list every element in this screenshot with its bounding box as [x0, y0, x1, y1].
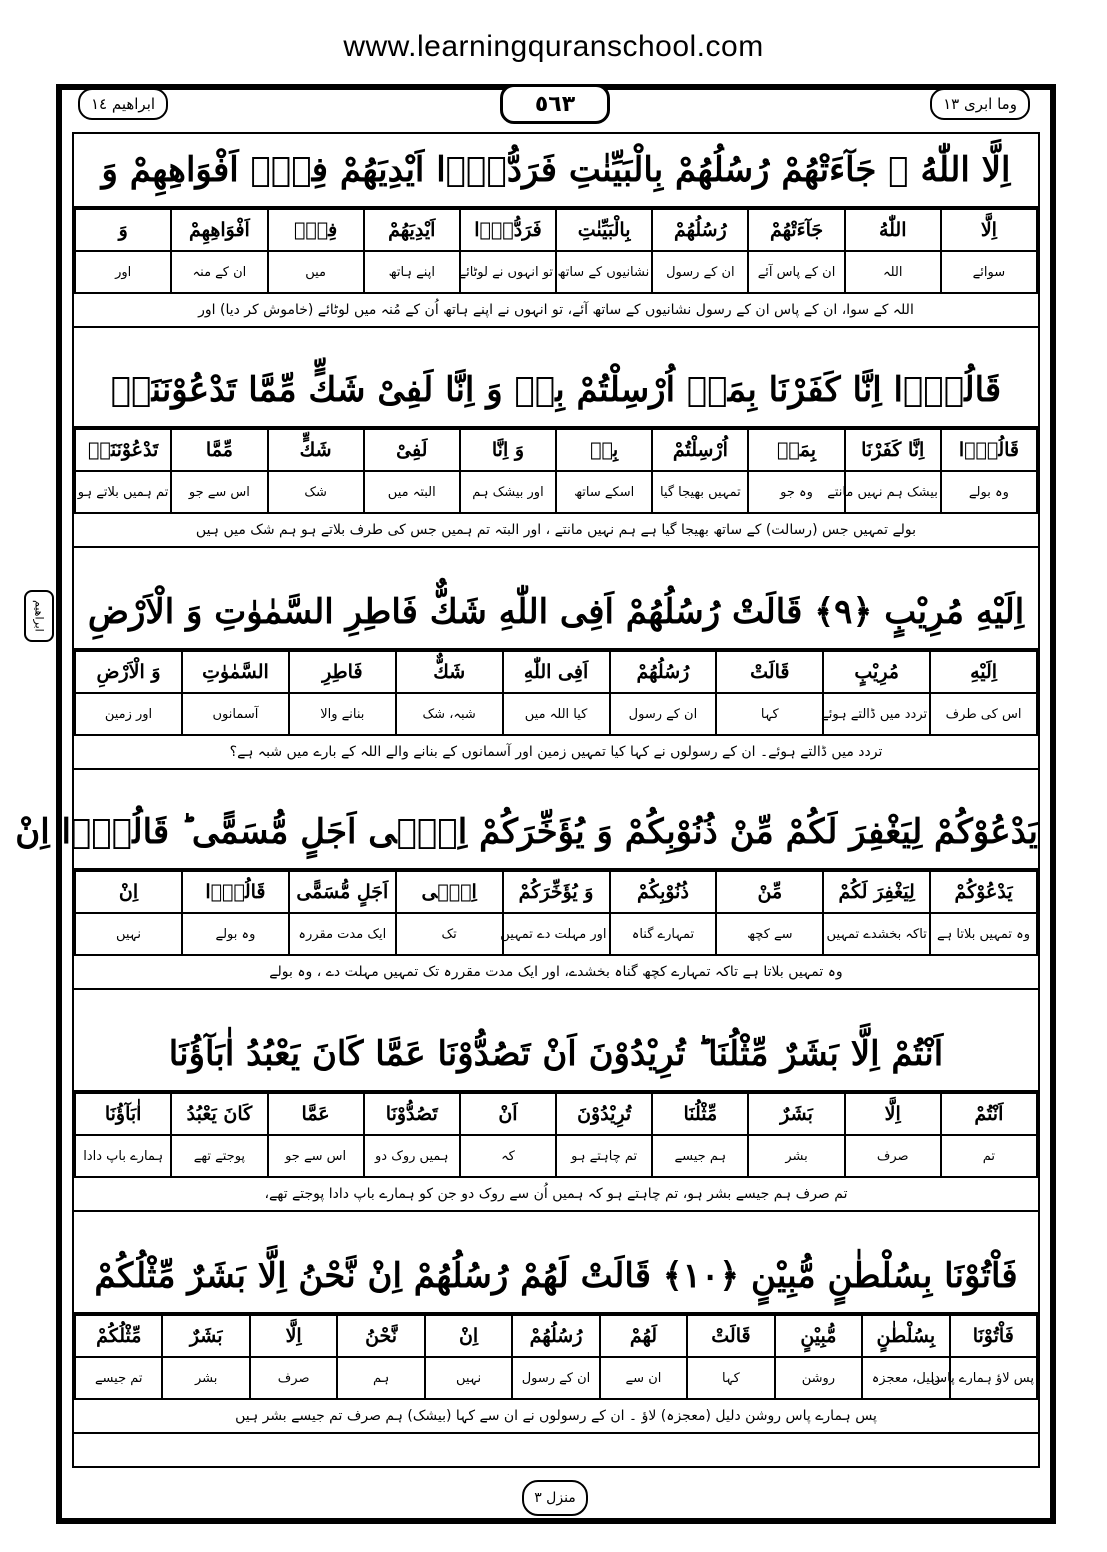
arabic-word-cell: تُرِیْدُوْنَ — [556, 1093, 652, 1135]
urdu-meaning-cell: کہ — [460, 1135, 556, 1177]
arabic-word-cell: مُّبِیْنٍ — [775, 1315, 862, 1357]
arabic-verse-line: قَالُوْۤا اِنَّا كَفَرْنَا بِمَاۤ اُرْسِلْتُمْ بِهٖ وَ اِنَّا لَفِیْ شَكٍّ مِّمَّا تَدْعُوْنَنَاۤ — [74, 354, 1038, 428]
arabic-word-cell: السَّمٰوٰتِ — [182, 651, 289, 693]
arabic-word-cell: عَمَّا — [268, 1093, 364, 1135]
urdu-meaning-cell: وہ بولے — [182, 913, 289, 955]
arabic-word-cell: لَهُمْ — [600, 1315, 687, 1357]
urdu-meaning-cell: سے کچھ — [716, 913, 823, 955]
arabic-word-cell: كَانَ یَعْبُدُ — [171, 1093, 267, 1135]
arabic-word-cell: شَكٍّ — [268, 429, 364, 471]
arabic-word-cell: ذُنُوْبِكُمْ — [610, 871, 717, 913]
urdu-meaning-cell: ہمیں روک دو — [364, 1135, 460, 1177]
urdu-meaning-cell: البتہ میں — [364, 471, 460, 513]
urdu-meaning-cell: بشر — [162, 1357, 249, 1399]
urdu-meaning-cell: شک — [268, 471, 364, 513]
urdu-meaning-cell: ہمارے باپ دادا — [75, 1135, 171, 1177]
word-meaning-grid — [74, 1092, 1038, 1178]
site-url: www.learningquranschool.com — [343, 30, 764, 63]
urdu-meaning-cell: تاکہ بخشدے تمہیں — [823, 913, 930, 955]
arabic-word-cell: تَصُدُّوْنَا — [364, 1093, 460, 1135]
urdu-meaning-cell: اس سے جو — [268, 1135, 364, 1177]
urdu-translation-line: تردد میں ڈالتے ہوئے۔ ان کے رسولوں نے کہا کیا تمہیں زمین اور آسمانوں کے بنانے والے اللہ کے بارے میں شبہ ہے؟ — [74, 736, 1038, 770]
arabic-verse-line: فَاْتُوْنَا بِسُلْطٰنٍ مُّبِیْنٍ ﴿١٠﴾ قَالَتْ لَهُمْ رُسُلُهُمْ اِنْ نَّحْنُ اِلَّا بَشَرٌ مِّثْلُكُمْ — [74, 1240, 1038, 1314]
arabic-word-cell: فِیْۤ — [268, 209, 364, 251]
urdu-meaning-cell: ان کے رسول — [610, 693, 717, 735]
arabic-word-cell: مُرِیْبٍ — [823, 651, 930, 693]
urdu-meaning-cell: صرف — [845, 1135, 941, 1177]
urdu-meaning-cell: تمہیں بھیجا گیا — [652, 471, 748, 513]
urdu-meaning-cell: تو انہوں نے لوٹائے — [460, 251, 556, 293]
verse-section — [74, 576, 1038, 770]
arabic-verse-line: اِلَیْهِ مُرِیْبٍ ﴿٩﴾ قَالَتْ رُسُلُهُمْ اَفِی اللّٰهِ شَكٌّ فَاطِرِ السَّمٰوٰتِ وَ الْاَرْضِ — [74, 576, 1038, 650]
urdu-meaning-cell: آسمانوں — [182, 693, 289, 735]
urdu-translation-line: وہ تمہیں بلاتا ہے تاکہ تمہارے کچھ گناہ بخشدے، اور ایک مدت مقررہ تک تمہیں مہلت دے ، وہ بولے — [74, 956, 1038, 990]
arabic-word-cell: اَنْ — [460, 1093, 556, 1135]
urdu-meaning-cell: کہا — [687, 1357, 774, 1399]
urdu-meaning-cell: نہیں — [425, 1357, 512, 1399]
arabic-verse-line: اِلَّا اللّٰهُ ۛ جَآءَتْهُمْ رُسُلُهُمْ بِالْبَیِّنٰتِ فَرَدُّوْۤا اَیْدِیَهُمْ فِیْۤ اَفْوَاهِهِمْ وَ — [74, 134, 1038, 208]
urdu-meaning-cell: ان کے منہ — [171, 251, 267, 293]
arabic-word-cell: وَ الْاَرْضِ — [75, 651, 182, 693]
urdu-meaning-cell: شبہ، شک — [396, 693, 503, 735]
arabic-word-cell: فَاْتُوْنَا — [950, 1315, 1037, 1357]
arabic-word-cell: اَنْتُمْ — [941, 1093, 1037, 1135]
arabic-word-cell: اِنْ — [425, 1315, 512, 1357]
arabic-word-cell: اَیْدِیَهُمْ — [364, 209, 460, 251]
arabic-word-cell: مِّثْلُكُمْ — [75, 1315, 162, 1357]
arabic-word-cell: لِیَغْفِرَ لَكُمْ — [823, 871, 930, 913]
arabic-word-cell: وَ یُؤَخِّرَكُمْ — [503, 871, 610, 913]
urdu-meaning-cell: تم جیسے — [75, 1357, 162, 1399]
arabic-word-cell: بِمَاۤ — [748, 429, 844, 471]
urdu-meaning-cell: ہم — [337, 1357, 424, 1399]
arabic-word-cell: اُرْسِلْتُمْ — [652, 429, 748, 471]
urdu-meaning-cell: تمہارے گناہ — [610, 913, 717, 955]
word-meaning-grid — [74, 650, 1038, 736]
urdu-meaning-cell: وہ جو — [748, 471, 844, 513]
surah-name-tag: ابراهیم ١٤ — [78, 88, 168, 120]
urdu-meaning-cell: ایک مدت مقررہ — [289, 913, 396, 955]
arabic-word-cell: اِلٰۤی — [396, 871, 503, 913]
arabic-word-cell: مِّنْ — [716, 871, 823, 913]
arabic-word-cell: قَالَتْ — [687, 1315, 774, 1357]
word-meaning-grid — [74, 428, 1038, 514]
arabic-word-cell: رُسُلُهُمْ — [610, 651, 717, 693]
arabic-word-cell: اَجَلٍ مُّسَمًّی — [289, 871, 396, 913]
urdu-meaning-cell: وہ تمہیں بلاتا ہے — [930, 913, 1037, 955]
urdu-translation-line: اللہ کے سوا، ان کے پاس ان کے رسول نشانیوں کے ساتھ آئے، تو انہوں نے اپنے ہاتھ اُن کے مُنہ میں لوٹائے (خاموش کر دیا) اور — [74, 294, 1038, 328]
arabic-word-cell: شَكٌّ — [396, 651, 503, 693]
arabic-word-cell: قَالُوْۤا — [941, 429, 1037, 471]
arabic-verse-line: اَنْتُمْ اِلَّا بَشَرٌ مِّثْلُنَا ؕ تُرِیْدُوْنَ اَنْ تَصُدُّوْنَا عَمَّا كَانَ یَعْبُدُ اٰبَآؤُنَا — [74, 1018, 1038, 1092]
arabic-word-cell: قَالَتْ — [716, 651, 823, 693]
urdu-meaning-cell: تردد میں ڈالتے ہوئے — [823, 693, 930, 735]
urdu-meaning-cell: نشانیوں کے ساتھ — [556, 251, 652, 293]
arabic-word-cell: بَشَرٌ — [748, 1093, 844, 1135]
arabic-word-cell: فَرَدُّوْۤا — [460, 209, 556, 251]
urdu-meaning-cell: میں — [268, 251, 364, 293]
arabic-word-cell: اللّٰهُ — [845, 209, 941, 251]
arabic-word-cell: اِنْ — [75, 871, 182, 913]
urdu-meaning-cell: وہ بولے — [941, 471, 1037, 513]
verse-section — [74, 1240, 1038, 1434]
arabic-word-cell: اٰبَآؤُنَا — [75, 1093, 171, 1135]
urdu-meaning-cell: اور زمین — [75, 693, 182, 735]
arabic-word-cell: اَفِی اللّٰهِ — [503, 651, 610, 693]
verse-section — [74, 134, 1038, 328]
arabic-word-cell: وَ — [75, 209, 171, 251]
urdu-meaning-cell: ان کے رسول — [652, 251, 748, 293]
side-surah-tab: ابراهیم — [24, 590, 54, 642]
verse-section — [74, 1018, 1038, 1212]
urdu-meaning-cell: تم — [941, 1135, 1037, 1177]
arabic-word-cell: مِّمَّا — [171, 429, 267, 471]
arabic-word-cell: مِّثْلُنَا — [652, 1093, 748, 1135]
urdu-meaning-cell: اور — [75, 251, 171, 293]
arabic-word-cell: رُسُلُهُمْ — [652, 209, 748, 251]
verse-section — [74, 354, 1038, 548]
arabic-word-cell: اِلَّا — [845, 1093, 941, 1135]
arabic-word-cell: یَدْعُوْكُمْ — [930, 871, 1037, 913]
manzil-marker: منزل ٣ — [522, 1480, 588, 1516]
page-number: ٥٦٣ — [500, 84, 610, 124]
arabic-word-cell: اِنَّا كَفَرْنَا — [845, 429, 941, 471]
urdu-meaning-cell: پوجتے تھے — [171, 1135, 267, 1177]
urdu-meaning-cell: نہیں — [75, 913, 182, 955]
verse-section — [15, 796, 1038, 990]
arabic-word-cell: اِلَّا — [250, 1315, 337, 1357]
urdu-translation-line: بولے تمہیں جس (رسالت) کے ساتھ بھیجا گیا ہے ہم نہیں مانتے ، اور البتہ تم ہمیں جس کی طرف بلاتے ہو ہم شک میں ہیں — [74, 514, 1038, 548]
arabic-word-cell: رُسُلُهُمْ — [512, 1315, 599, 1357]
word-meaning-grid — [74, 208, 1038, 294]
arabic-word-cell: نَّحْنُ — [337, 1315, 424, 1357]
urdu-meaning-cell: دلیل، معجزہ — [862, 1357, 949, 1399]
urdu-meaning-cell: اپنے ہاتھ — [364, 251, 460, 293]
arabic-word-cell: لَفِیْ — [364, 429, 460, 471]
urdu-meaning-cell: اللہ — [845, 251, 941, 293]
urdu-meaning-cell: ان کے رسول — [512, 1357, 599, 1399]
arabic-word-cell: جَآءَتْهُمْ — [748, 209, 844, 251]
arabic-word-cell: اِلَیْهِ — [930, 651, 1037, 693]
arabic-word-cell: بِهٖ — [556, 429, 652, 471]
word-meaning-grid — [74, 870, 1038, 956]
urdu-meaning-cell: تم ہمیں بلاتے ہو — [75, 471, 171, 513]
arabic-verse-line: یَدْعُوْكُمْ لِیَغْفِرَ لَكُمْ مِّنْ ذُنُوْبِكُمْ وَ یُؤَخِّرَكُمْ اِلٰۤی اَجَلٍ مُّسَمًّی ؕ قَالُوْۤا اِنْ — [74, 796, 1038, 870]
urdu-meaning-cell: تم چاہتے ہو — [556, 1135, 652, 1177]
arabic-word-cell: بَشَرٌ — [162, 1315, 249, 1357]
urdu-meaning-cell: کیا اللہ میں — [503, 693, 610, 735]
urdu-meaning-cell: بشر — [748, 1135, 844, 1177]
urdu-meaning-cell: کہا — [716, 693, 823, 735]
arabic-word-cell: بِسُلْطٰنٍ — [862, 1315, 949, 1357]
urdu-meaning-cell: ان سے — [600, 1357, 687, 1399]
urdu-meaning-cell: صرف — [250, 1357, 337, 1399]
urdu-meaning-cell: روشن — [775, 1357, 862, 1399]
arabic-word-cell: تَدْعُوْنَنَاۤ — [75, 429, 171, 471]
arabic-word-cell: اَفْوَاهِهِمْ — [171, 209, 267, 251]
urdu-meaning-cell: اس سے جو — [171, 471, 267, 513]
arabic-word-cell: وَ اِنَّا — [460, 429, 556, 471]
urdu-meaning-cell: پس لاؤ ہمارے پاس — [950, 1357, 1037, 1399]
urdu-meaning-cell: تک — [396, 913, 503, 955]
word-meaning-grid — [74, 1314, 1038, 1400]
urdu-meaning-cell: ہم جیسے — [652, 1135, 748, 1177]
juz-name-tag: وما ابری ١٣ — [930, 88, 1030, 120]
urdu-meaning-cell: بنانے والا — [289, 693, 396, 735]
urdu-meaning-cell: اور مہلت دے تمہیں — [503, 913, 610, 955]
urdu-meaning-cell: اس کی طرف — [930, 693, 1037, 735]
urdu-meaning-cell: بیشک ہم نہیں مانتے — [845, 471, 941, 513]
arabic-word-cell: بِالْبَیِّنٰتِ — [556, 209, 652, 251]
arabic-word-cell: اِلَّا — [941, 209, 1037, 251]
urdu-meaning-cell: اور بیشک ہم — [460, 471, 556, 513]
urdu-meaning-cell: ان کے پاس آئے — [748, 251, 844, 293]
urdu-translation-line: تم صرف ہم جیسے بشر ہو، تم چاہتے ہو کہ ہمیں اُن سے روک دو جن کو ہمارے باپ دادا پوجتے تھے، — [74, 1178, 1038, 1212]
arabic-word-cell: فَاطِرِ — [289, 651, 396, 693]
urdu-meaning-cell: اسکے ساتھ — [556, 471, 652, 513]
urdu-translation-line: پس ہمارے پاس روشن دلیل (معجزہ) لاؤ ۔ ان کے رسولوں نے ان سے کہا (بیشک) ہم صرف تم جیسے بشر ہیں — [74, 1400, 1038, 1434]
arabic-word-cell: قَالُوْۤا — [182, 871, 289, 913]
urdu-meaning-cell: سوائے — [941, 251, 1037, 293]
